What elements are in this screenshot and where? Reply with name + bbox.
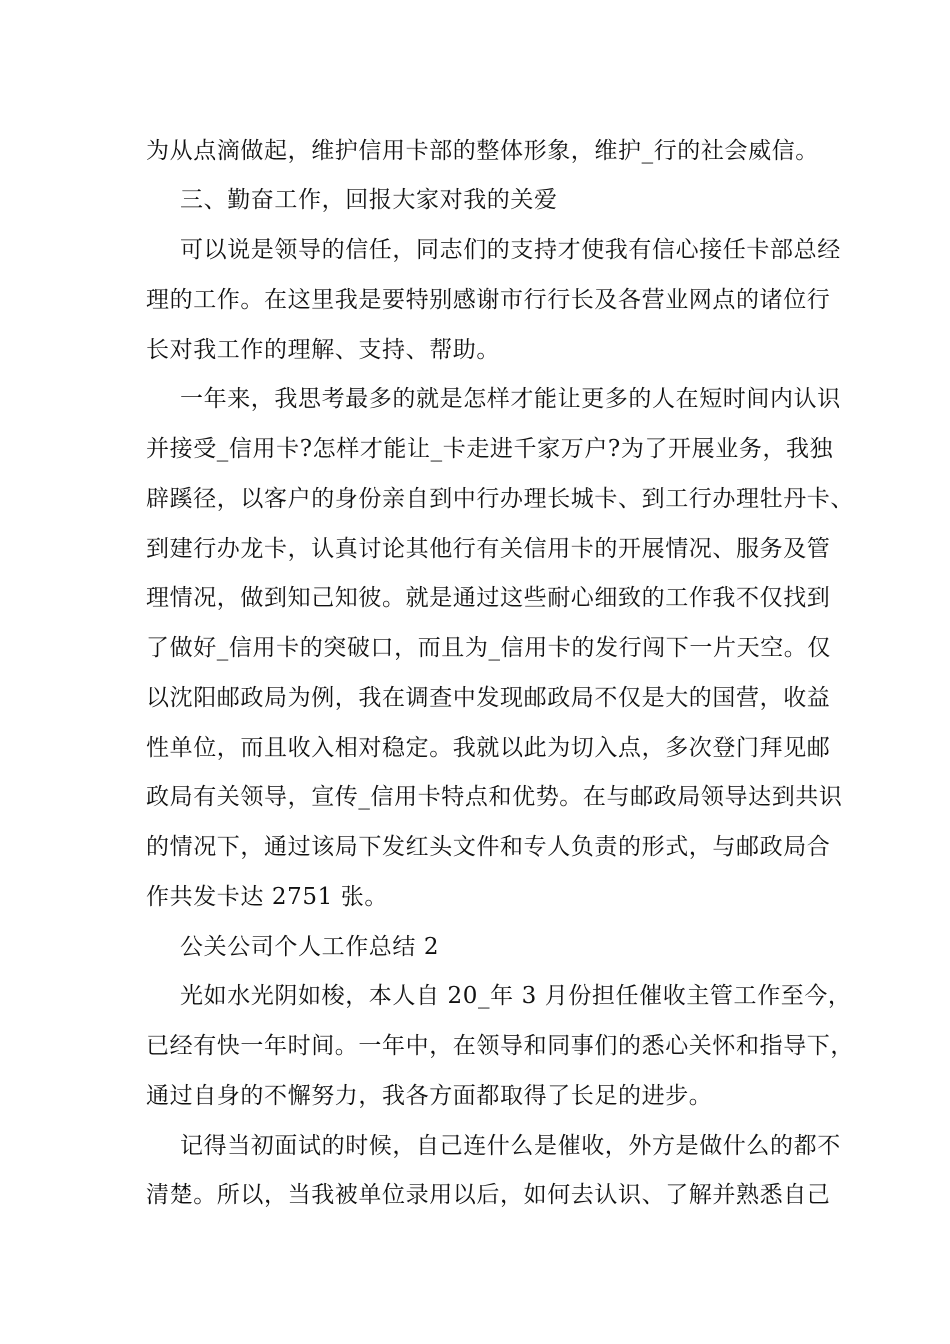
text-line: 已经有快一年时间。一年中，在领导和同事们的悉心关怀和指导下， [146, 1033, 854, 1059]
text-line: 以沈阳邮政局为例，我在调查中发现邮政局不仅是大的国营，收益 [146, 685, 831, 711]
text-line: 通过自身的不懈努力，我各方面都取得了长足的进步。 [146, 1083, 713, 1109]
text-line: 一年来，我思考最多的就是怎样才能让更多的人在短时间内认识 [180, 386, 841, 412]
text-line: 辟蹊径，以客户的身份亲自到中行办理长城卡、到工行办理牡丹卡、 [146, 486, 854, 512]
text-line: 理情况，做到知己知彼。就是通过这些耐心细致的工作我不仅找到 [146, 585, 831, 611]
text-line: 记得当初面试的时候，自己连什么是催收，外方是做什么的都不 [180, 1133, 841, 1159]
text-line: 清楚。所以，当我被单位录用以后，如何去认识、了解并熟悉自己 [146, 1182, 831, 1208]
text-line: 理的工作。在这里我是要特别感谢市行行长及各营业网点的诸位行 [146, 287, 831, 313]
text-line: 作共发卡达 2751 张。 [146, 884, 388, 910]
text-line: 可以说是领导的信任，同志们的支持才使我有信心接任卡部总经 [180, 237, 841, 263]
section-heading: 公关公司个人工作总结 2 [180, 934, 440, 960]
text-line: 光如水光阴如梭，本人自 20_年 3 月份担任催收主管工作至今， [180, 983, 852, 1009]
text-line: 并接受_信用卡?怎样才能让_卡走进千家万户?为了开展业务，我独 [146, 436, 834, 462]
text-line: 到建行办龙卡，认真讨论其他行有关信用卡的开展情况、服务及管 [146, 536, 831, 562]
text-line: 的情况下，通过该局下发红头文件和专人负责的形式，与邮政局合 [146, 834, 831, 860]
section-heading: 三、勤奋工作，回报大家对我的关爱 [180, 187, 558, 213]
text-line: 性单位，而且收入相对稳定。我就以此为切入点，多次登门拜见邮 [146, 735, 831, 761]
text-line: 政局有关领导，宣传_信用卡特点和优势。在与邮政局领导达到共识 [146, 784, 843, 810]
text-line: 为从点滴做起，维护信用卡部的整体形象，维护_行的社会威信。 [146, 138, 819, 164]
text-line: 了做好_信用卡的突破口，而且为_信用卡的发行闯下一片天空。仅 [146, 635, 831, 661]
text-line: 长对我工作的理解、支持、帮助。 [146, 337, 500, 363]
